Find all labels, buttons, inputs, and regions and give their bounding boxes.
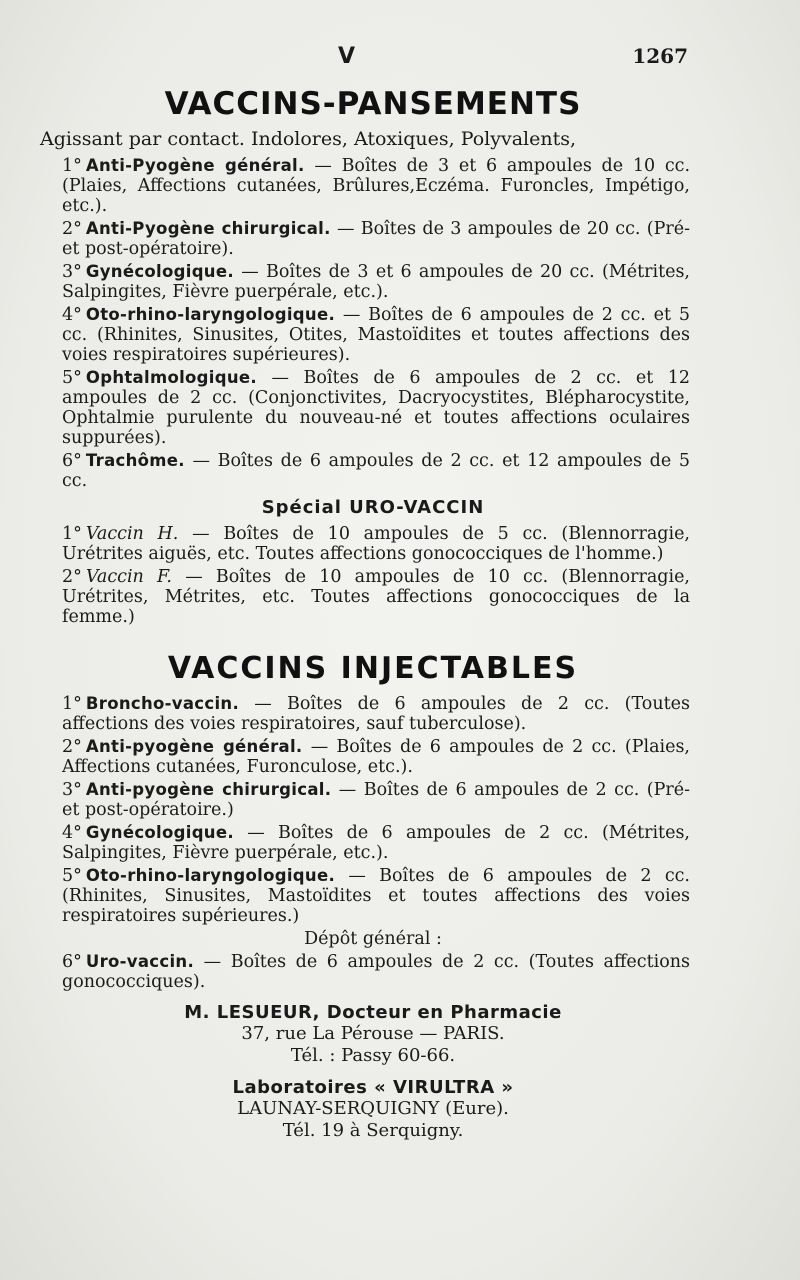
item-text: — Boîtes de 10 ampoules de 10 cc. (Blennorragie, Urétrites, Métrites, etc. Toutes affections gonococciques de la femme.) xyxy=(62,567,690,627)
list-item xyxy=(56,219,690,259)
item-heading: Ophtalmologique. xyxy=(85,368,257,387)
item-number: 4° xyxy=(62,823,82,843)
list-item xyxy=(56,952,690,992)
list-item xyxy=(56,866,690,926)
laboratory-phone: Tél. 19 à Serquigny. xyxy=(282,1120,464,1141)
item-number: 2° xyxy=(62,567,82,587)
list-item xyxy=(56,156,690,216)
page-content xyxy=(40,86,691,1142)
pansements-list xyxy=(56,156,690,491)
item-text: — Boîtes de 3 ampoules de 20 cc. (Pré- et post-opératoire). xyxy=(62,219,690,259)
laboratory-place: LAUNAY-SERQUIGNY (Eure). xyxy=(237,1098,509,1119)
section-title-vaccins-pansements: VACCINS-PANSEMENTS xyxy=(164,86,582,122)
item-heading: Gynécologique. xyxy=(85,262,234,281)
item-heading: Oto-rhino-laryngologique. xyxy=(85,866,336,885)
uro-vaccin-list xyxy=(56,524,690,627)
item-heading: Uro-vaccin. xyxy=(85,952,195,971)
item-heading: Gynécologique. xyxy=(85,823,234,842)
item-number: 5° xyxy=(62,368,82,388)
item-text: — Boîtes de 6 ampoules de 2 cc. (Toutes affections des voies respiratoires, sauf tuberculose). xyxy=(62,694,690,734)
special-uro-vaccin-heading: Spécial URO-VACCIN xyxy=(261,497,485,518)
signature-mark: V xyxy=(338,44,356,69)
item-heading: Anti-pyogène général. xyxy=(85,737,303,756)
item-number: 2° xyxy=(62,219,82,239)
item-heading: Anti-Pyogène chirurgical. xyxy=(85,219,331,238)
item-number: 3° xyxy=(62,780,82,800)
item-text: — Boîtes de 6 ampoules de 2 cc. et 12 ampoules de 2 cc. (Conjonctivites, Dacryocystites, Blépharocystite, Ophtalmie purulente du nouveau-né et toutes affections oculaires suppurées). xyxy=(62,368,690,448)
item-heading: Vaccin F. xyxy=(85,567,172,587)
item-number: 1° xyxy=(62,156,82,176)
section-title-vaccins-injectables: VACCINS INJECTABLES xyxy=(167,651,579,686)
laboratory-name: Laboratoires « VIRULTRA » xyxy=(232,1077,514,1098)
item-number: 1° xyxy=(62,524,82,544)
page-number: 1267 xyxy=(632,44,688,68)
item-text: — Boîtes de 6 ampoules de 2 cc. et 5 cc. (Rhinites, Sinusites, Otites, Mastoïdites et toutes affections des voies respiratoires supérieures). xyxy=(62,305,690,365)
pharmacist-phone: Tél. : Passy 60-66. xyxy=(290,1045,456,1066)
pharmacist-name: M. LESUEUR, Docteur en Pharmacie xyxy=(184,1002,562,1023)
item-number: 1° xyxy=(62,694,82,714)
item-heading: Trachôme. xyxy=(85,451,185,470)
item-text: — Boîtes de 3 et 6 ampoules de 20 cc. (Métrites, Salpingites, Fièvre puerpérale, etc.). xyxy=(62,262,690,302)
item-number: 3° xyxy=(62,262,82,282)
list-item xyxy=(56,262,690,302)
item-number: 2° xyxy=(62,737,82,757)
item-number: 4° xyxy=(62,305,82,325)
depot-general-label: Dépôt général : xyxy=(304,929,442,949)
list-item xyxy=(56,823,690,863)
list-item xyxy=(56,305,690,365)
list-item xyxy=(56,451,690,491)
item-text: — Boîtes de 3 et 6 ampoules de 10 cc. (Plaies, Affections cutanées, Brûlures,Eczéma. Furoncles, Impétigo, etc.). xyxy=(62,156,691,216)
item-heading: Anti-pyogène chirurgical. xyxy=(85,780,332,799)
item-heading: Oto-rhino-laryngologique. xyxy=(85,305,336,324)
item-number: 6° xyxy=(62,451,82,471)
intro-line: Agissant par contact. Indolores, Atoxiques, Polyvalents, xyxy=(40,128,576,150)
list-item xyxy=(56,368,690,448)
item-text: — Boîtes de 6 ampoules de 2 cc. (Toutes affections gonococciques). xyxy=(62,952,690,992)
item-number: 6° xyxy=(62,952,82,972)
page-header xyxy=(0,40,800,70)
item-heading: Broncho-vaccin. xyxy=(85,694,240,713)
item-number: 5° xyxy=(62,866,82,886)
list-item xyxy=(56,524,690,564)
list-item xyxy=(56,567,690,627)
list-item xyxy=(56,780,690,820)
item-heading: Anti-Pyogène général. xyxy=(85,156,305,175)
injectables-list xyxy=(56,694,690,926)
item-text: — Boîtes de 6 ampoules de 2 cc. (Pré- et post-opératoire.) xyxy=(62,780,690,820)
pharmacist-address: 37, rue La Pérouse — PARIS. xyxy=(241,1023,505,1044)
item-text: — Boîtes de 6 ampoules de 2 cc. (Plaies, Affections cutanées, Furonculose, etc.). xyxy=(62,737,690,777)
list-item xyxy=(56,694,690,734)
item-text: — Boîtes de 6 ampoules de 2 cc. (Métrites, Salpingites, Fièvre puerpérale, etc.). xyxy=(62,823,690,863)
item-heading: Vaccin H. xyxy=(85,524,179,544)
item-text: — Boîtes de 10 ampoules de 5 cc. (Blennorragie, Urétrites aiguës, etc. Toutes affections gonococciques de l'homme.) xyxy=(62,524,690,564)
list-item xyxy=(56,737,690,777)
item-text: — Boîtes de 6 ampoules de 2 cc. (Rhinites, Sinusites, Mastoïdites et toutes affections des voies respiratoires supérieures.) xyxy=(62,866,690,926)
item-text: — Boîtes de 6 ampoules de 2 cc. et 12 ampoules de 5 cc. xyxy=(62,451,690,491)
